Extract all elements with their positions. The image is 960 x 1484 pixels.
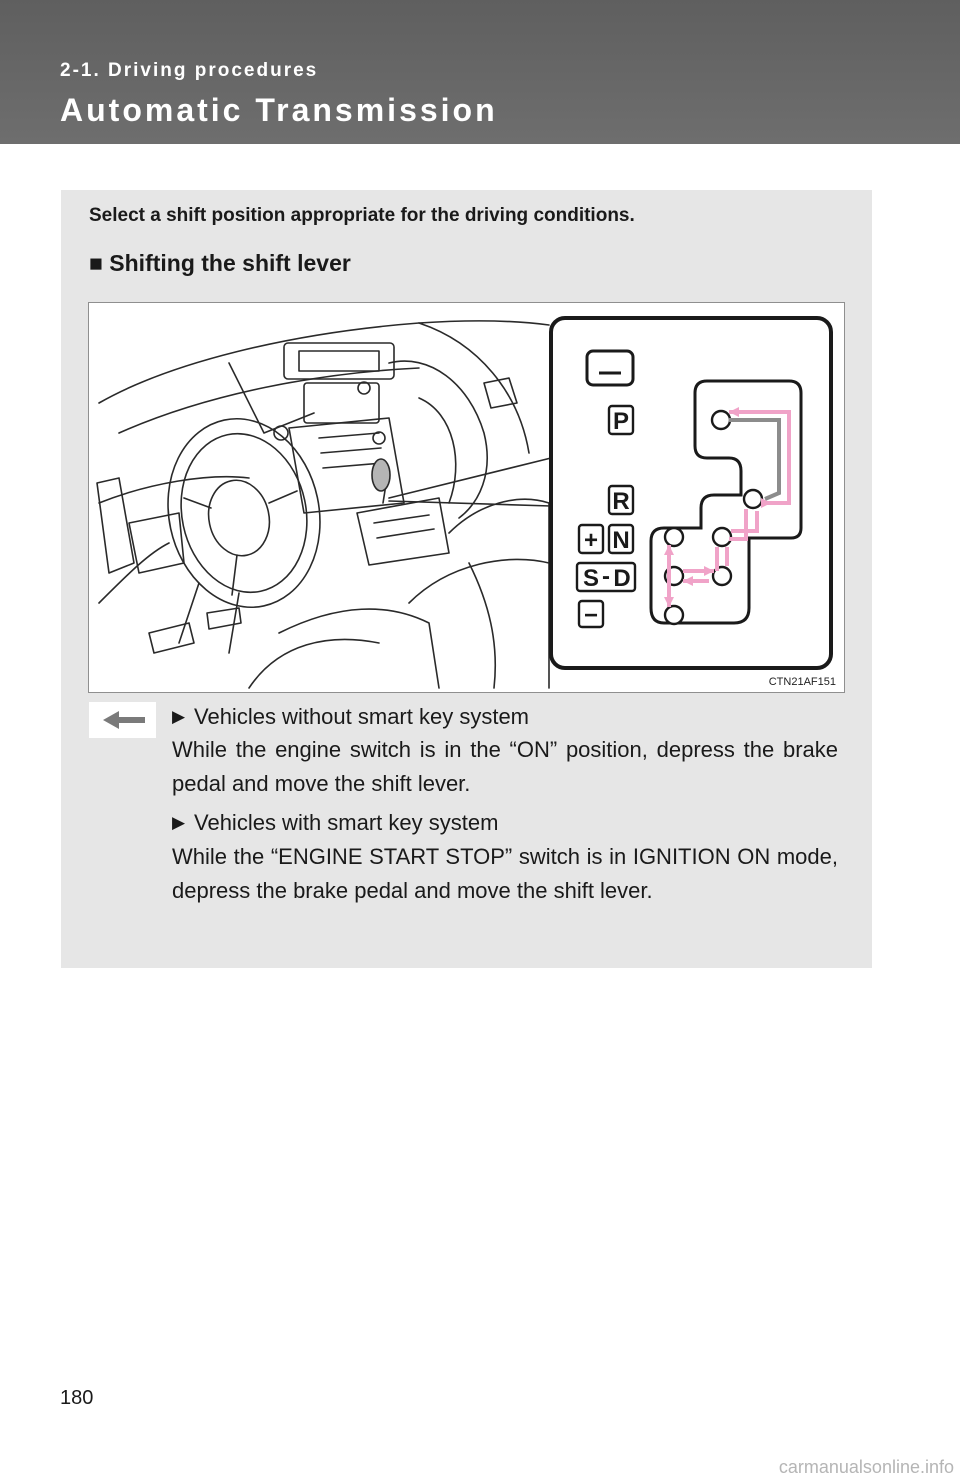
back-reference-tab <box>89 702 156 738</box>
item-text-without-smart-key: While the engine switch is in the “ON” position, depress the brake pedal and move the shift lever. <box>172 737 838 796</box>
shift-lever-illustration <box>88 302 845 693</box>
left-arrow-icon <box>89 702 156 738</box>
triangle-right-icon: ▶ <box>172 707 186 726</box>
page-number: 180 <box>60 1387 94 1409</box>
item-text-with-smart-key: While the “ENGINE START STOP” switch is in IGNITION ON mode, depress the brake pedal and move the shift lever. <box>172 844 838 903</box>
item-heading-with-smart-key: ▶ Vehicles with smart key system <box>172 810 499 835</box>
subheading: ■ Shifting the shift lever <box>89 250 351 276</box>
gate-label-minus: − <box>583 602 599 629</box>
gate-label-plus: + <box>583 527 599 554</box>
page-title: Automatic Transmission <box>60 92 498 128</box>
gate-label-dash: - <box>602 563 610 590</box>
section-label: 2-1. Driving procedures <box>60 60 319 81</box>
gate-label-r: R <box>612 488 630 515</box>
gate-label-s: S <box>582 565 600 592</box>
gate-label-d: D <box>613 565 631 592</box>
item-heading-without-smart-key: ▶ Vehicles without smart key system <box>172 704 530 729</box>
page-header <box>0 0 960 144</box>
figure-code: CTN21AF151 <box>768 676 836 688</box>
triangle-right-icon: ▶ <box>172 813 186 832</box>
watermark: carmanualsonline.info <box>778 1457 954 1477</box>
gate-label-n: N <box>612 527 630 554</box>
gate-label-p: P <box>612 408 630 435</box>
intro-text: Select a shift position appropriate for the driving conditions. <box>89 205 635 226</box>
interior-drawing <box>89 303 844 692</box>
